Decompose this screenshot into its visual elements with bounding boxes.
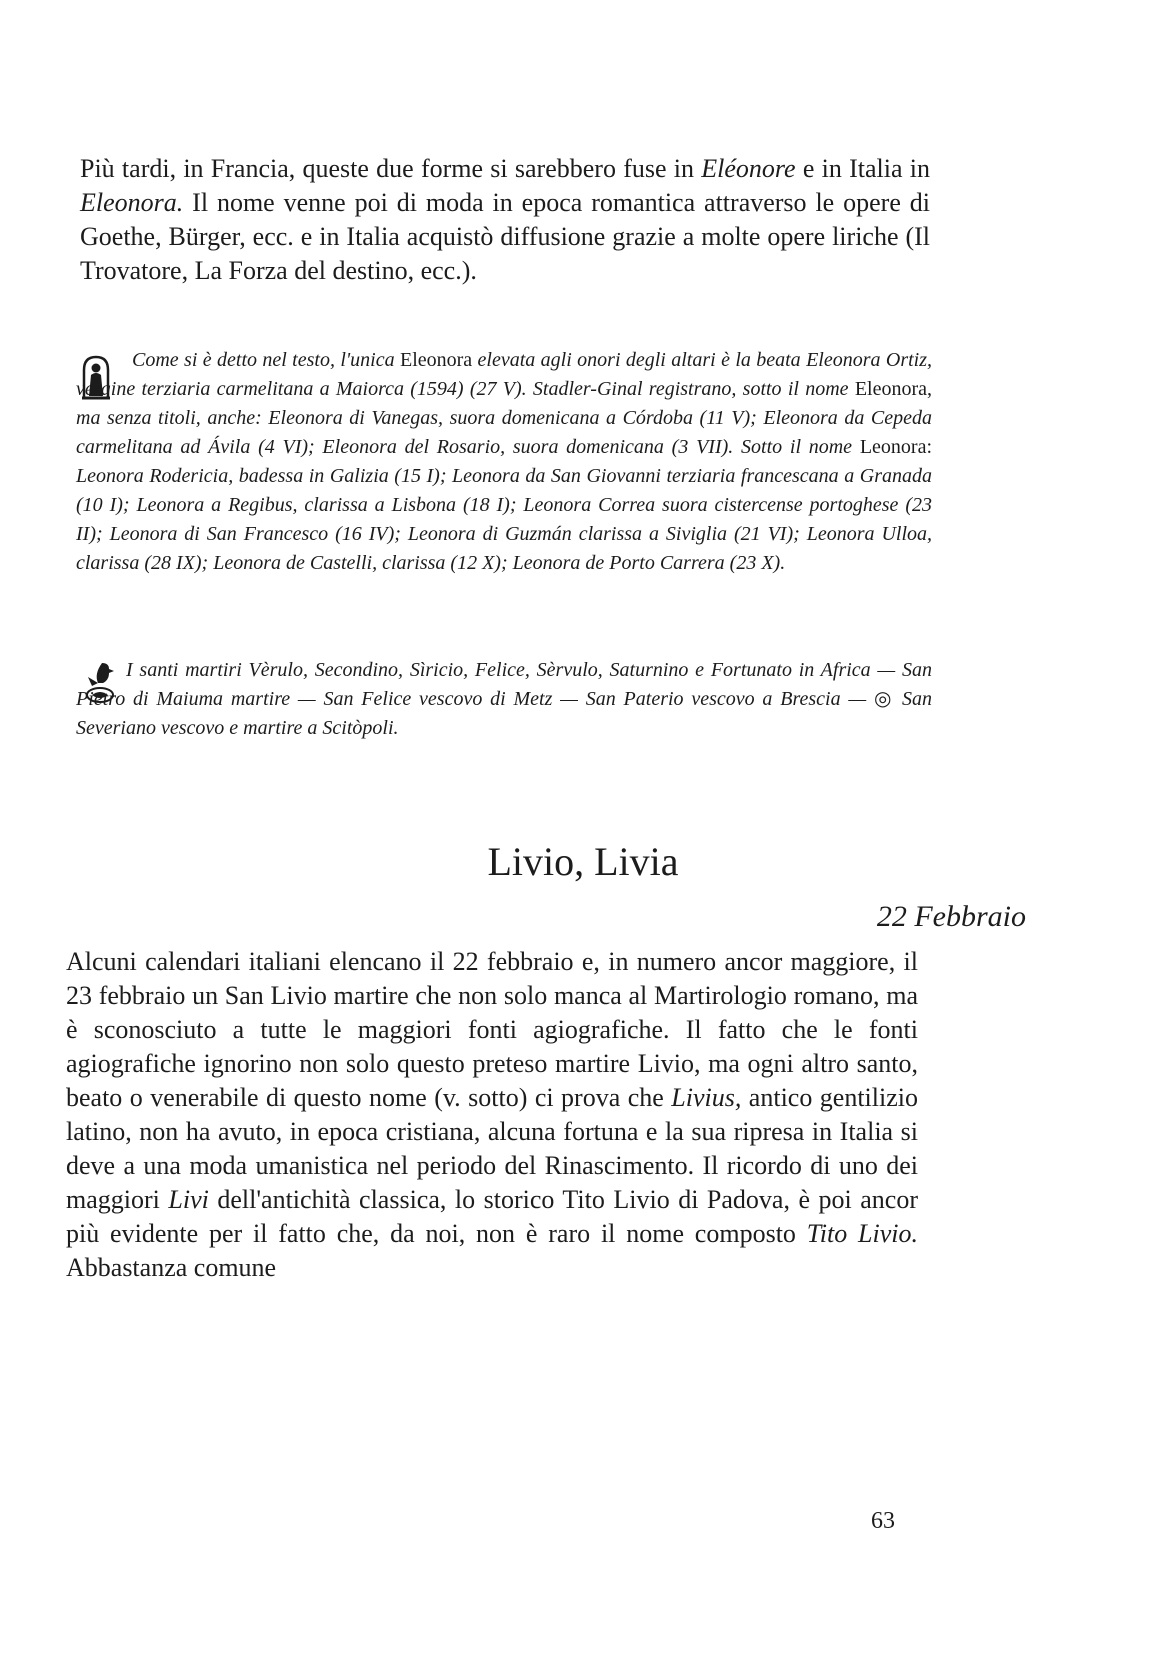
- intro-italic-eleonore: Eléonore: [701, 154, 796, 183]
- saints-note: [76, 346, 932, 578]
- page-number: 63: [871, 1508, 895, 1534]
- intro-text-1: Più tardi, in Francia, queste due forme si sarebbero fuse in: [80, 154, 702, 183]
- saints-note-text-2: elevata agli onori degli altari è la beata Eleonora Ortiz, vergine terziaria carmelitana a Maiorca (1594) (27 V). Stadler-Ginal registrano, sotto il nome: [76, 349, 932, 400]
- intro-text-2: e in Italia in: [795, 154, 930, 183]
- feast-date: 22 Febbraio: [876, 900, 1026, 933]
- body-italic-tito-livio: Tito Livio.: [806, 1219, 918, 1248]
- intro-paragraph: [80, 152, 930, 288]
- body-text-2: antico gentilizio latino, non ha avuto, in epoca cristiana, alcuna fortuna e la sua ripresa in Italia si deve a una moda umanistica nel periodo del Rinascimento. Il ricordo di uno dei maggiori: [66, 1083, 918, 1214]
- body-italic-livi: Livi: [168, 1185, 209, 1214]
- body-text-4: Abbastanza comune: [66, 1253, 277, 1282]
- martyrs-note: [76, 656, 932, 743]
- body-text-1: Alcuni calendari italiani elencano il 22 febbraio e, in numero ancor maggiore, il 23 febbraio un San Livio martire che non solo manca al Martirologio romano, ma è sconosciuto a tutte le maggiori fonti agiografiche. Il fatto che le fonti agiografiche ignorino non solo questo preteso martire Livio, ma ogni altro santo, beato o venerabile di questo nome (v. sotto) ci prova che: [66, 947, 918, 1112]
- saints-note-text-4: Leonora Rodericia, badessa in Galizia (15 I); Leonora da San Giovanni terziaria francescana a Granada (10 I); Leonora a Regibus, clarissa a Lisbona (18 I); Leonora Correa suora cistercense portoghese (23 II); Leonora di San Francesco (16 IV); Leonora di Guzmán clarissa a Siviglia (21 VI); Leonora Ulloa, clarissa (28 IX); Leonora de Castelli, clarissa (12 X); Leonora de Porto Carrera (23 X).: [76, 465, 932, 574]
- saints-note-text-1: Come si è detto nel testo, l'unica: [132, 349, 400, 371]
- body-text-3: dell'antichità classica, lo storico Tito Livio di Padova, è poi ancor più evidente per il fatto che, da noi, non è raro il nome composto: [66, 1185, 919, 1248]
- intro-italic-eleonora: Eleonora.: [80, 188, 184, 217]
- entry-title: Livio, Livia: [487, 839, 679, 884]
- body-paragraph: [66, 945, 918, 1285]
- martyrs-note-text-2: San Severiano vescovo e martire a Scitòpoli.: [76, 688, 933, 739]
- target-symbol-icon: ◎: [873, 688, 895, 710]
- saints-note-name-eleonora: Eleonora: [399, 349, 473, 371]
- martyrs-note-text-1: I santi martiri Vèrulo, Secondino, Sìricio, Felice, Sèrvulo, Saturnino e Fortunato in Africa — San Pietro di Maiuma martire — San Felice vescovo di Metz — San Paterio vescovo a Brescia —: [76, 659, 932, 710]
- saints-note-text-3: ma senza titoli, anche: Eleonora di Vanegas, suora domenicana a Córdoba (11 V); Eleonora da Cepeda carmelitana ad Ávila (4 VI); Eleonora del Rosario, suora domenicana (3 VII). Sotto il nome: [76, 407, 932, 458]
- saints-note-name-eleonora-2: Eleonora,: [854, 378, 932, 400]
- body-italic-livius: Livius,: [671, 1083, 742, 1112]
- intro-text-3: Il nome venne poi di moda in epoca romantica attraverso le opere di Goethe, Bürger, ecc. e in Italia acquistò diffusione grazie a molte opere liriche (Il Trovatore, La Forza del destino, ecc.).: [80, 188, 930, 285]
- saints-note-name-leonora: Leonora:: [859, 436, 932, 458]
